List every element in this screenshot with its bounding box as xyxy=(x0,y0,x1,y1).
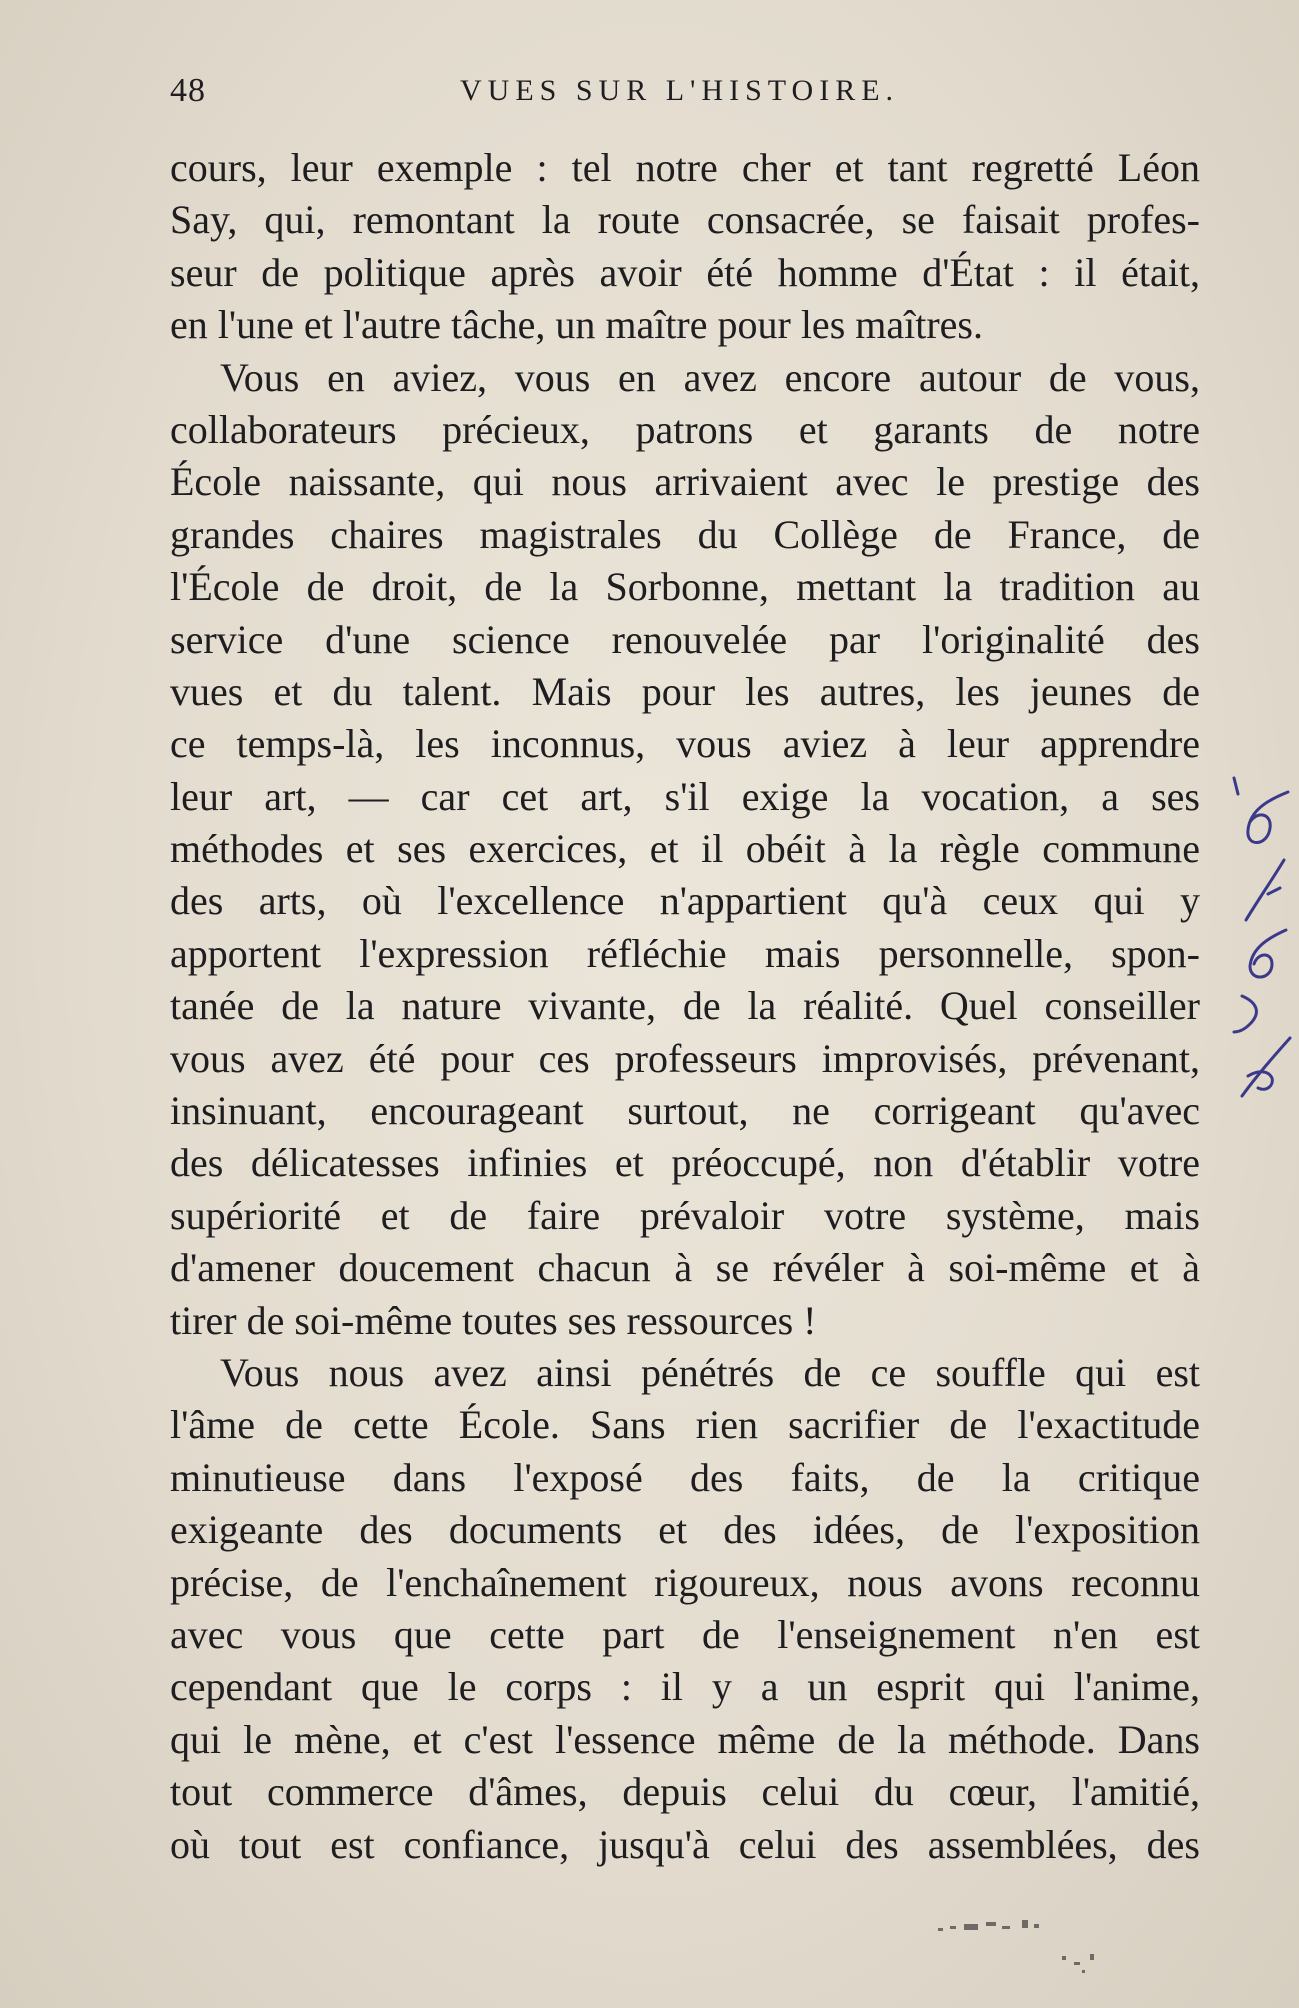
text-line: leur art, — car cet art, s'il exige la vocation, a ses xyxy=(170,773,1200,819)
text-line: des délicatesses infinies et préoccupé, non d'établir votre xyxy=(170,1140,1200,1186)
text-line: collaborateurs précieux, patrons et garants de notre xyxy=(170,406,1200,452)
text-line: apportent l'expression réfléchie mais personnelle, spon- xyxy=(170,930,1200,976)
text-line: vues et du talent. Mais pour les autres, les jeunes de xyxy=(170,668,1200,714)
text-line: des arts, où l'excellence n'appartient qu'à ceux qui y xyxy=(170,878,1200,924)
text-line: insinuant, encourageant surtout, ne corrigeant qu'avec xyxy=(170,1088,1200,1134)
text-line: Say, qui, remontant la route consacrée, se faisait profes- xyxy=(170,197,1200,243)
text-line: tout commerce d'âmes, depuis celui du cœur, l'amitié, xyxy=(170,1769,1200,1815)
text-line: Vous en aviez, vous en avez encore autour de vous, xyxy=(220,354,1200,400)
text-line: vous avez été pour ces professeurs improvisés, prévenant, xyxy=(170,1035,1200,1081)
text-line: où tout est confiance, jusqu'à celui des assemblées, des xyxy=(170,1821,1200,1867)
text-line: cours, leur exemple : tel notre cher et tant regretté Léon xyxy=(170,145,1200,190)
text-line: École naissante, qui nous arrivaient avec le prestige des xyxy=(170,459,1200,505)
text-line: précise, de l'enchaînement rigoureux, nous avons reconnu xyxy=(170,1559,1200,1605)
text-line: l'École de droit, de la Sorbonne, mettant la tradition au xyxy=(170,564,1200,610)
text-line: ce temps-là, les inconnus, vous aviez à leur apprendre xyxy=(170,721,1200,767)
text-line: seur de politique après avoir été homme d'État : il était, xyxy=(170,249,1200,295)
margin-handwriting-icon xyxy=(1228,770,1298,1110)
text-line: avec vous que cette part de l'enseignement n'en est xyxy=(170,1611,1200,1657)
page-header xyxy=(170,72,1200,122)
body-text xyxy=(170,142,1200,1871)
text-line: exigeante des documents et des idées, de l'exposition xyxy=(170,1507,1200,1553)
text-line: tanée de la nature vivante, de la réalité. Quel conseiller xyxy=(170,983,1200,1029)
text-line: en l'une et l'autre tâche, un maître pour les maîtres. xyxy=(170,302,983,348)
text-line: minutieuse dans l'exposé des faits, de la critique xyxy=(170,1454,1200,1500)
running-title: VUES SUR L'HISTOIRE. xyxy=(460,74,900,107)
text-line: tirer de soi-même toutes ses ressources ! xyxy=(170,1297,817,1343)
text-line: Vous nous avez ainsi pénétrés de ce souffle qui est xyxy=(220,1349,1200,1395)
text-line: méthodes et ses exercices, et il obéit à la règle commune xyxy=(170,826,1200,872)
text-line: cependant que le corps : il y a un esprit qui l'anime, xyxy=(170,1664,1200,1710)
text-line: service d'une science renouvelée par l'originalité des xyxy=(170,616,1200,662)
text-line: grandes chaires magistrales du Collège de France, de xyxy=(170,511,1200,557)
text-line: l'âme de cette École. Sans rien sacrifier de l'exactitude xyxy=(170,1402,1200,1448)
text-line: supériorité et de faire prévaloir votre système, mais xyxy=(170,1192,1200,1238)
text-line: qui le mène, et c'est l'essence même de la méthode. Dans xyxy=(170,1716,1200,1762)
page-number: 48 xyxy=(170,72,206,109)
print-smudge-icon xyxy=(930,1912,1110,1982)
text-line: d'amener doucement chacun à se révéler à soi-même et à xyxy=(170,1245,1200,1291)
